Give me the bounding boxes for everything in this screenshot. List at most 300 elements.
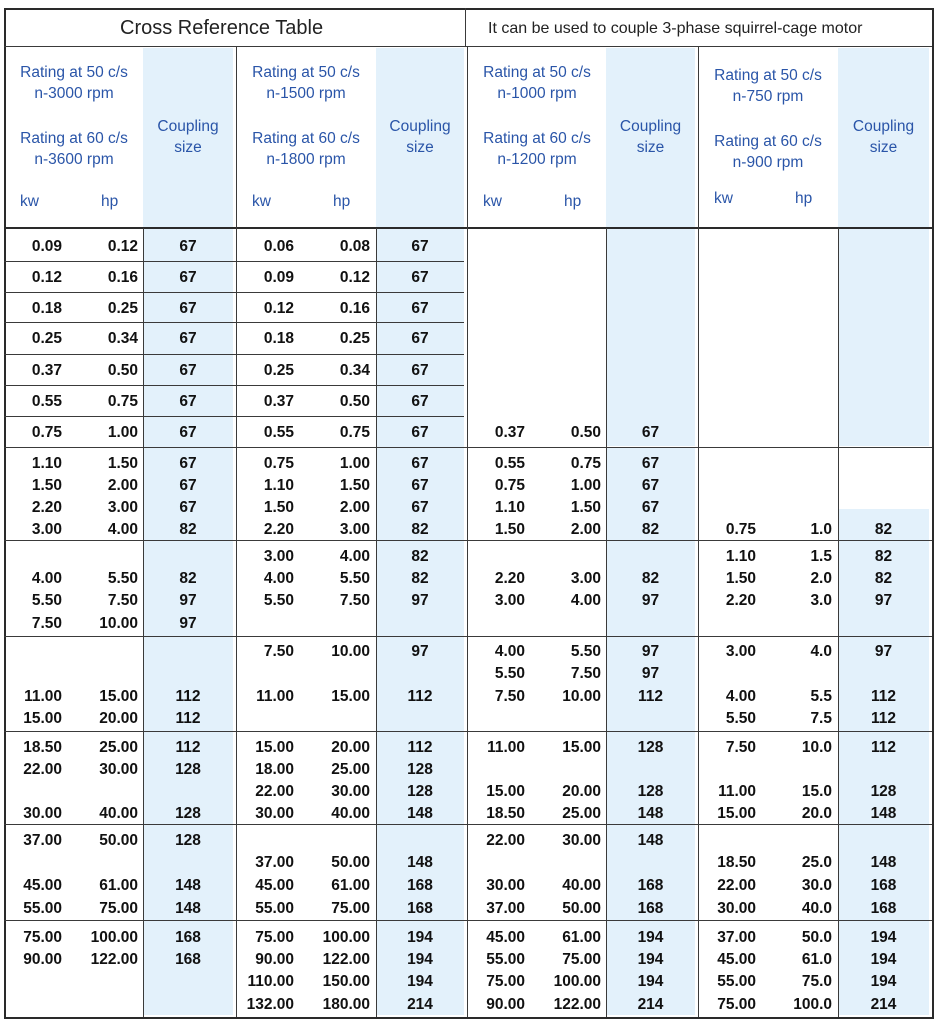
cell-coupling-size: 112 [870, 688, 896, 705]
header-rpm60: n-1800 rpm [266, 151, 346, 168]
cell-kw: 55.00 [486, 951, 525, 968]
cell-kw: 4.00 [494, 643, 525, 660]
cell-coupling-size: 97 [411, 643, 429, 660]
cell-coupling-size: 128 [175, 832, 201, 849]
cell-hp: 4.00 [570, 592, 601, 609]
cell-coupling-size: 112 [175, 739, 201, 756]
cell-coupling-size: 148 [407, 805, 433, 822]
cell-hp: 15.00 [99, 688, 138, 705]
header-rpm50: n-3000 rpm [34, 85, 114, 102]
cell-coupling-size: 148 [407, 854, 433, 871]
cell-kw: 110.00 [247, 973, 294, 990]
cell-hp: 61.0 [801, 951, 832, 968]
cell-kw: 0.25 [31, 330, 62, 347]
cell-coupling-size: 67 [641, 424, 660, 441]
column-divider [606, 228, 607, 1017]
header-kw: kw [714, 190, 733, 207]
cell-coupling-size: 128 [637, 739, 664, 756]
cell-hp: 30.00 [331, 783, 370, 800]
cell-coupling-size: 82 [874, 570, 893, 587]
cell-hp: 1.0 [810, 521, 832, 538]
cell-hp: 0.75 [107, 393, 138, 410]
cell-hp: 150.00 [322, 973, 370, 990]
cell-coupling-size: 82 [874, 548, 893, 565]
cell-hp: 15.0 [801, 783, 832, 800]
cell-coupling-size: 67 [641, 499, 660, 516]
cell-coupling-size: 97 [641, 665, 660, 682]
cell-hp: 2.00 [339, 499, 370, 516]
header-rpm60: n-900 rpm [732, 154, 804, 171]
cell-coupling-size: 82 [874, 521, 893, 538]
cell-kw: 3.00 [494, 592, 525, 609]
frame-top [4, 8, 932, 10]
cell-coupling-size: 82 [179, 521, 197, 538]
cell-kw: 3.00 [263, 548, 294, 565]
cell-hp: 25.00 [562, 805, 601, 822]
cell-kw: 0.75 [725, 521, 756, 538]
coupling-column-bg [606, 48, 695, 446]
cell-hp: 100.00 [90, 929, 138, 946]
cell-hp: 0.34 [107, 330, 138, 347]
cell-coupling-size: 82 [641, 521, 660, 538]
frame-bottom [4, 1017, 932, 1019]
cell-kw: 1.10 [725, 548, 756, 565]
title-rule [4, 46, 932, 47]
header-hp: hp [795, 190, 813, 207]
header-rpm60: n-3600 rpm [34, 151, 114, 168]
cell-coupling-size: 194 [870, 951, 897, 968]
cell-kw: 30.00 [23, 805, 62, 822]
header-rpm50: n-1000 rpm [497, 85, 577, 102]
cell-kw: 90.00 [23, 951, 62, 968]
cell-kw: 2.20 [725, 592, 756, 609]
cell-coupling-size: 82 [641, 570, 660, 587]
cell-coupling-size: 67 [411, 393, 429, 410]
cell-kw: 0.75 [31, 424, 62, 441]
header-coupling: Coupling [619, 118, 682, 135]
cell-hp: 1.00 [107, 424, 138, 441]
cell-kw: 55.00 [717, 973, 756, 990]
cell-coupling-size: 194 [637, 929, 664, 946]
cell-kw: 75.00 [23, 929, 62, 946]
cell-hp: 0.50 [107, 362, 138, 379]
cell-kw: 22.00 [717, 877, 756, 894]
cell-hp: 25.00 [99, 739, 138, 756]
cell-hp: 2.0 [810, 570, 832, 587]
cell-hp: 50.0 [801, 929, 832, 946]
cell-kw: 0.55 [31, 393, 62, 410]
cell-coupling-size: 67 [411, 330, 429, 347]
cell-hp: 100.0 [793, 996, 832, 1013]
cell-kw: 37.00 [717, 929, 756, 946]
cell-coupling-size: 194 [870, 973, 897, 990]
cell-hp: 2.00 [107, 477, 138, 494]
row-rule [4, 261, 464, 262]
cell-hp: 7.50 [107, 592, 138, 609]
cell-coupling-size: 67 [179, 455, 197, 472]
cell-coupling-size: 214 [407, 996, 433, 1013]
title-divider [465, 8, 466, 46]
cell-coupling-size: 194 [407, 929, 433, 946]
cell-kw: 22.00 [255, 783, 294, 800]
cell-kw: 0.55 [494, 455, 525, 472]
cell-hp: 25.0 [801, 854, 832, 871]
cell-kw: 18.50 [717, 854, 756, 871]
cell-kw: 30.00 [255, 805, 294, 822]
cell-hp: 100.00 [322, 929, 370, 946]
header-rpm50: n-750 rpm [732, 88, 804, 105]
cell-coupling-size: 97 [179, 592, 197, 609]
cell-hp: 50.00 [562, 900, 601, 917]
cell-hp: 40.00 [562, 877, 601, 894]
cell-coupling-size: 214 [637, 996, 664, 1013]
header-coupling: Coupling [852, 118, 915, 135]
header-rpm60: n-1200 rpm [497, 151, 577, 168]
cell-hp: 61.00 [331, 877, 370, 894]
cell-kw: 7.50 [263, 643, 294, 660]
cell-coupling-size: 67 [179, 269, 197, 286]
cell-hp: 40.00 [99, 805, 138, 822]
cell-hp: 61.00 [99, 877, 138, 894]
cell-coupling-size: 82 [411, 570, 429, 587]
cell-kw: 37.00 [23, 832, 62, 849]
cell-kw: 4.00 [31, 570, 62, 587]
cell-coupling-size: 67 [179, 362, 197, 379]
column-divider [376, 228, 377, 1017]
header-kw: kw [483, 193, 502, 210]
cell-coupling-size: 82 [179, 570, 197, 587]
header-rating60: Rating at 60 c/s [252, 130, 360, 147]
cell-coupling-size: 67 [411, 424, 429, 441]
cell-hp: 5.50 [339, 570, 370, 587]
cell-coupling-size: 97 [411, 592, 429, 609]
cell-kw: 15.00 [486, 783, 525, 800]
cell-kw: 7.50 [31, 615, 62, 632]
cell-kw: 75.00 [255, 929, 294, 946]
cell-kw: 0.18 [31, 300, 62, 317]
cell-kw: 2.20 [31, 499, 62, 516]
cell-kw: 22.00 [486, 832, 525, 849]
cell-coupling-size: 168 [175, 929, 201, 946]
cell-hp: 30.00 [99, 761, 138, 778]
header-rating60: Rating at 60 c/s [714, 133, 822, 150]
cell-coupling-size: 67 [179, 330, 197, 347]
cell-kw: 0.37 [494, 424, 525, 441]
cell-coupling-size: 67 [411, 300, 429, 317]
header-kw: kw [252, 193, 271, 210]
cell-kw: 18.50 [23, 739, 62, 756]
cell-hp: 5.50 [570, 643, 601, 660]
cell-hp: 75.00 [331, 900, 370, 917]
cell-kw: 45.00 [486, 929, 525, 946]
cell-hp: 180.00 [322, 996, 370, 1013]
cell-kw: 1.50 [725, 570, 756, 587]
cell-kw: 15.00 [23, 710, 62, 727]
header-rating50: Rating at 50 c/s [483, 64, 591, 81]
cell-kw: 18.50 [486, 805, 525, 822]
cell-coupling-size: 82 [411, 521, 429, 538]
cell-coupling-size: 67 [179, 424, 197, 441]
cell-kw: 0.37 [31, 362, 62, 379]
cell-coupling-size: 67 [179, 238, 197, 255]
cell-hp: 0.16 [107, 269, 138, 286]
cell-kw: 5.50 [263, 592, 294, 609]
cell-kw: 90.00 [486, 996, 525, 1013]
header-rating60: Rating at 60 c/s [20, 130, 128, 147]
cell-kw: 11.00 [256, 688, 294, 705]
cell-kw: 5.50 [494, 665, 525, 682]
cell-coupling-size: 67 [179, 300, 197, 317]
cell-coupling-size: 67 [411, 499, 429, 516]
cell-hp: 25.00 [331, 761, 370, 778]
cell-kw: 15.00 [255, 739, 294, 756]
cell-hp: 75.00 [562, 951, 601, 968]
cell-coupling-size: 194 [407, 973, 433, 990]
cell-kw: 3.00 [31, 521, 62, 538]
row-rule [4, 385, 464, 386]
cell-coupling-size: 148 [637, 805, 664, 822]
cell-coupling-size: 148 [870, 805, 897, 822]
header-size: size [636, 139, 665, 156]
cell-kw: 0.09 [263, 269, 294, 286]
cell-kw: 11.00 [487, 739, 525, 756]
cell-hp: 122.00 [322, 951, 370, 968]
cell-coupling-size: 67 [411, 238, 429, 255]
cell-coupling-size: 67 [411, 477, 429, 494]
cell-coupling-size: 112 [175, 710, 201, 727]
cell-kw: 2.20 [494, 570, 525, 587]
cell-kw: 37.00 [255, 854, 294, 871]
cell-hp: 3.0 [810, 592, 832, 609]
cell-hp: 75.0 [801, 973, 832, 990]
cell-hp: 5.5 [810, 688, 832, 705]
cell-coupling-size: 67 [411, 455, 429, 472]
cell-coupling-size: 194 [637, 951, 664, 968]
cell-coupling-size: 194 [637, 973, 664, 990]
header-hp: hp [333, 193, 351, 210]
cell-kw: 1.50 [494, 521, 525, 538]
cell-hp: 3.00 [107, 499, 138, 516]
cell-hp: 0.25 [107, 300, 138, 317]
cell-coupling-size: 128 [407, 761, 433, 778]
cell-coupling-size: 112 [870, 739, 896, 756]
cell-hp: 0.50 [570, 424, 601, 441]
header-size: size [869, 139, 898, 156]
cell-kw: 45.00 [717, 951, 756, 968]
cell-kw: 18.00 [255, 761, 294, 778]
column-divider [143, 228, 144, 1017]
cell-kw: 55.00 [23, 900, 62, 917]
cell-coupling-size: 128 [407, 783, 433, 800]
cell-hp: 4.0 [810, 643, 832, 660]
cell-hp: 1.50 [570, 499, 601, 516]
cell-hp: 20.00 [562, 783, 601, 800]
cell-coupling-size: 112 [870, 710, 896, 727]
cell-coupling-size: 148 [175, 900, 201, 917]
header-hp: hp [564, 193, 582, 210]
cell-hp: 40.00 [331, 805, 370, 822]
cell-hp: 0.16 [339, 300, 370, 317]
cell-hp: 61.00 [562, 929, 601, 946]
cell-coupling-size: 194 [407, 951, 433, 968]
cell-coupling-size: 128 [870, 783, 897, 800]
cell-kw: 1.10 [31, 455, 62, 472]
cell-kw: 15.00 [717, 805, 756, 822]
cell-kw: 90.00 [255, 951, 294, 968]
cell-hp: 1.50 [107, 455, 138, 472]
cell-hp: 15.00 [562, 739, 601, 756]
cell-coupling-size: 97 [874, 643, 893, 660]
cell-coupling-size: 97 [179, 615, 197, 632]
cell-hp: 0.50 [339, 393, 370, 410]
cell-kw: 4.00 [725, 688, 756, 705]
cell-kw: 22.00 [23, 761, 62, 778]
row-rule [4, 416, 464, 417]
cell-kw: 45.00 [255, 877, 294, 894]
cell-hp: 122.00 [90, 951, 138, 968]
cell-kw: 75.00 [486, 973, 525, 990]
cell-kw: 1.10 [494, 499, 525, 516]
cell-kw: 30.00 [717, 900, 756, 917]
cell-hp: 1.50 [339, 477, 370, 494]
cell-coupling-size: 148 [175, 877, 201, 894]
cell-kw: 3.00 [725, 643, 756, 660]
cell-coupling-size: 168 [407, 877, 433, 894]
cell-coupling-size: 168 [870, 900, 897, 917]
cell-kw: 75.00 [717, 996, 756, 1013]
header-size: size [406, 139, 434, 156]
cell-hp: 75.00 [99, 900, 138, 917]
cell-coupling-size: 82 [411, 548, 429, 565]
header-size: size [174, 139, 202, 156]
frame-right [932, 8, 934, 1019]
cell-hp: 10.00 [99, 615, 138, 632]
cell-hp: 3.00 [570, 570, 601, 587]
cell-coupling-size: 67 [411, 362, 429, 379]
coupling-column-bg [838, 48, 929, 446]
cell-coupling-size: 128 [637, 783, 664, 800]
row-rule [4, 322, 464, 323]
table-title: Cross Reference Table [120, 17, 324, 39]
cell-kw: 0.12 [31, 269, 62, 286]
cell-coupling-size: 67 [641, 477, 660, 494]
cell-kw: 132.00 [246, 996, 294, 1013]
cell-kw: 1.50 [263, 499, 294, 516]
cell-hp: 20.0 [801, 805, 832, 822]
cell-kw: 2.20 [263, 521, 294, 538]
cell-hp: 0.34 [339, 362, 370, 379]
cell-kw: 7.50 [494, 688, 525, 705]
cell-kw: 0.37 [263, 393, 294, 410]
cell-kw: 55.00 [255, 900, 294, 917]
cell-coupling-size: 128 [175, 761, 201, 778]
cell-kw: 0.55 [263, 424, 294, 441]
cell-hp: 30.0 [801, 877, 832, 894]
cell-coupling-size: 97 [874, 592, 893, 609]
header-rating60: Rating at 60 c/s [483, 130, 591, 147]
header-rating50: Rating at 50 c/s [20, 64, 128, 81]
cell-coupling-size: 214 [870, 996, 897, 1013]
cell-hp: 10.0 [801, 739, 832, 756]
cell-coupling-size: 112 [407, 688, 433, 705]
cell-kw: 30.00 [486, 877, 525, 894]
cell-kw: 0.75 [263, 455, 294, 472]
cell-hp: 2.00 [570, 521, 601, 538]
cell-coupling-size: 168 [637, 877, 664, 894]
cell-kw: 45.00 [23, 877, 62, 894]
cell-hp: 122.00 [553, 996, 601, 1013]
cell-coupling-size: 112 [175, 688, 201, 705]
cell-hp: 0.12 [339, 269, 370, 286]
cell-hp: 100.00 [553, 973, 601, 990]
cell-kw: 1.50 [31, 477, 62, 494]
cell-coupling-size: 168 [870, 877, 897, 894]
cell-hp: 1.00 [339, 455, 370, 472]
cell-hp: 50.00 [331, 854, 370, 871]
cell-coupling-size: 148 [870, 854, 897, 871]
cell-hp: 10.00 [331, 643, 370, 660]
cell-coupling-size: 168 [175, 951, 201, 968]
cell-coupling-size: 67 [179, 499, 197, 516]
cell-coupling-size: 168 [637, 900, 664, 917]
cell-coupling-size: 194 [870, 929, 897, 946]
cell-hp: 30.00 [562, 832, 601, 849]
cell-coupling-size: 67 [179, 393, 197, 410]
cell-coupling-size: 97 [641, 592, 660, 609]
cell-hp: 0.12 [107, 238, 138, 255]
cell-hp: 7.50 [339, 592, 370, 609]
cell-hp: 50.00 [99, 832, 138, 849]
cell-hp: 10.00 [562, 688, 601, 705]
cell-hp: 0.75 [339, 424, 370, 441]
cell-hp: 20.00 [331, 739, 370, 756]
cell-hp: 15.00 [331, 688, 370, 705]
cell-hp: 1.00 [570, 477, 601, 494]
cell-hp: 0.08 [339, 238, 370, 255]
row-rule [4, 354, 464, 355]
cell-hp: 0.25 [339, 330, 370, 347]
cell-coupling-size: 112 [637, 688, 663, 705]
header-hp: hp [101, 193, 119, 210]
cell-coupling-size: 148 [637, 832, 664, 849]
cell-kw: 5.50 [725, 710, 756, 727]
row-rule [4, 292, 464, 293]
header-rating50: Rating at 50 c/s [714, 67, 822, 84]
cell-hp: 5.50 [107, 570, 138, 587]
cell-hp: 7.50 [570, 665, 601, 682]
cell-kw: 0.18 [263, 330, 294, 347]
cell-kw: 0.25 [263, 362, 294, 379]
cell-kw: 0.09 [31, 238, 62, 255]
cell-hp: 7.5 [810, 710, 832, 727]
header-kw: kw [20, 193, 39, 210]
header-rpm50: n-1500 rpm [266, 85, 346, 102]
cell-kw: 11.00 [24, 688, 62, 705]
cell-hp: 1.5 [810, 548, 832, 565]
cell-kw: 0.12 [263, 300, 294, 317]
cell-kw: 37.00 [486, 900, 525, 917]
header-coupling: Coupling [389, 118, 451, 135]
cell-kw: 1.10 [263, 477, 294, 494]
cell-coupling-size: 67 [411, 269, 429, 286]
cell-kw: 4.00 [263, 570, 294, 587]
cell-kw: 11.00 [718, 783, 756, 800]
cell-kw: 7.50 [725, 739, 756, 756]
cell-coupling-size: 128 [175, 805, 201, 822]
cell-kw: 5.50 [31, 592, 62, 609]
cell-coupling-size: 112 [407, 739, 433, 756]
cell-kw: 0.06 [263, 238, 294, 255]
